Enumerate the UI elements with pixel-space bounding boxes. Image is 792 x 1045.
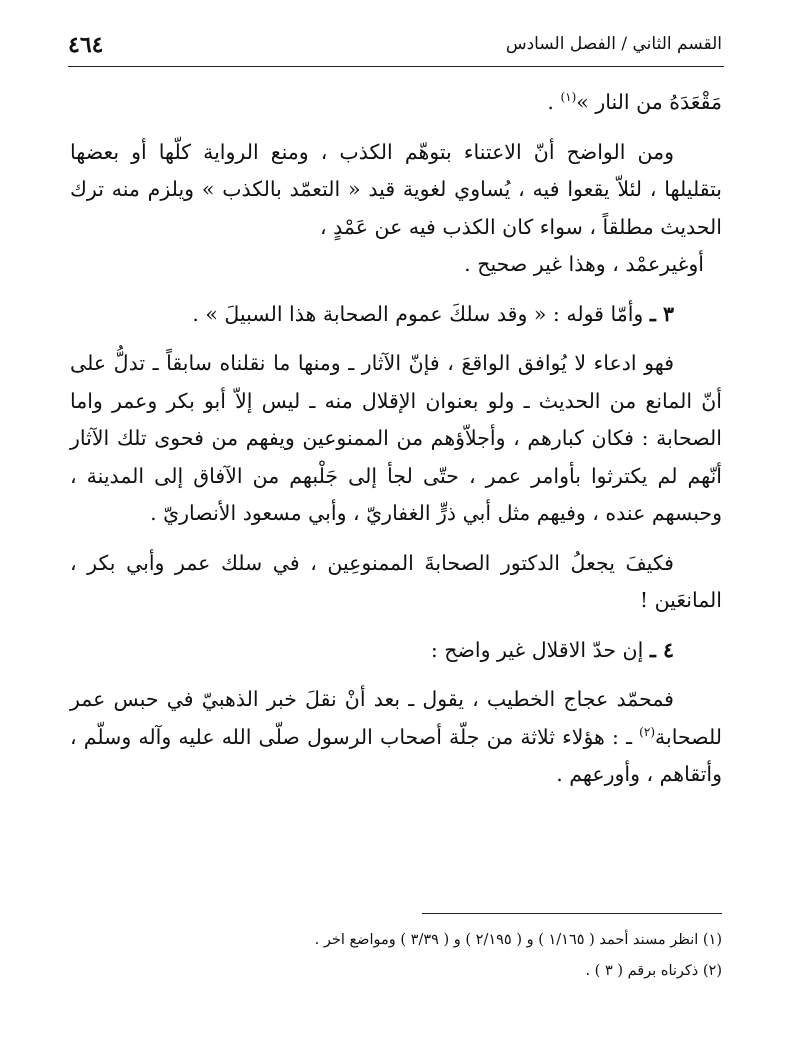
paragraph-text: وأمّا قوله : « وقد سلكَ عموم الصحابة هذا السبيلَ » . bbox=[192, 301, 650, 326]
section-heading bbox=[70, 296, 722, 334]
paragraph bbox=[70, 134, 722, 247]
footnote-2: (٢) ذكرناه برقم ( ٣ ) . bbox=[585, 963, 722, 979]
paragraph-continuation bbox=[70, 84, 722, 122]
section-number: ٣ ـ bbox=[649, 301, 674, 326]
paragraph-text: إن حدّ الاقلال غير واضح : bbox=[430, 637, 650, 662]
page-header bbox=[68, 30, 724, 67]
paragraph-text: فكيفَ يجعلُ الدكتور الصحابةَ الممنوعِين ، في سلك عمر وأبي بكر ، المانعَين ! bbox=[70, 550, 722, 612]
section-number: ٤ ـ bbox=[649, 637, 674, 662]
footnote-1: (١) انظر مسند أحمد ( ١/١٦٥ ) و ( ٢/١٩٥ ) و ( ٣/٣٩ ) ومواضع اخر . bbox=[314, 932, 722, 948]
paragraph-line bbox=[70, 246, 722, 284]
paragraph bbox=[70, 545, 722, 620]
footnotes bbox=[70, 925, 722, 987]
paragraph bbox=[70, 345, 722, 533]
footnote-marker: (١) bbox=[560, 90, 577, 105]
paragraph bbox=[70, 681, 722, 794]
paragraph-text: ومن الواضح أنّ الاعتناء بتوهّم الكذب ، ومنع الرواية كلّها أو بعضها بتقليلها ، لئلاّ يقعوا فيه ، يُساوي لغوية قيد « التعمّد بالكذب » ويلزم منه ترك الحديث مطلقاً ، سواء كان الكذب فيه عن عَمْدٍ ، bbox=[70, 139, 722, 239]
running-title: القسم الثاني / الفصل السادس bbox=[505, 34, 722, 54]
paragraph-text: ـ : هؤلاء ثلاثة من جلّة أصحاب الرسول صلّى الله عليه وآله وسلّم ، وأتقاهم ، وأورعهم . bbox=[70, 724, 722, 786]
page-number: ٤٦٤ bbox=[68, 32, 104, 58]
section-heading bbox=[70, 632, 722, 670]
body-text bbox=[70, 84, 722, 806]
footnote-divider bbox=[422, 913, 722, 914]
paragraph-text: فهو ادعاء لا يُوافق الواقعَ ، فإنّ الآثار ـ ومنها ما نقلناه سابقاً ـ تدلُّ على أنّ المانع من الحديث ـ ولو بعنوان الإقلال منه ـ ليس إلاّ أبو بكر وعمر واما الصحابة : فكان كبارهم ، وأجلاّؤهم من الممنوعين ويفهم من فحوى تلك الآثار أنّهم لم يكترثوا بأوامر عمر ، حتّى لجأ إلى جَلْبهم من الآفاق إلى المدينة ، وحبسهم عنده ، وفيهم مثل أبي ذرٍّ الغفاريّ ، وأبي مسعود الأنصاريّ . bbox=[70, 351, 722, 525]
paragraph-text: . bbox=[547, 90, 561, 114]
paragraph-text: أوغيرعمْد ، وهذا غير صحيح . bbox=[464, 252, 704, 276]
paragraph-text: فمحمّد عجاج الخطيب ، يقول ـ بعد أنْ نقلَ خبر الذهبيّ في حبس عمر للصحابة bbox=[70, 687, 722, 749]
paragraph-text: مَقْعَدَهُ من النار » bbox=[576, 90, 722, 114]
footnote-marker: (٢) bbox=[639, 724, 655, 739]
